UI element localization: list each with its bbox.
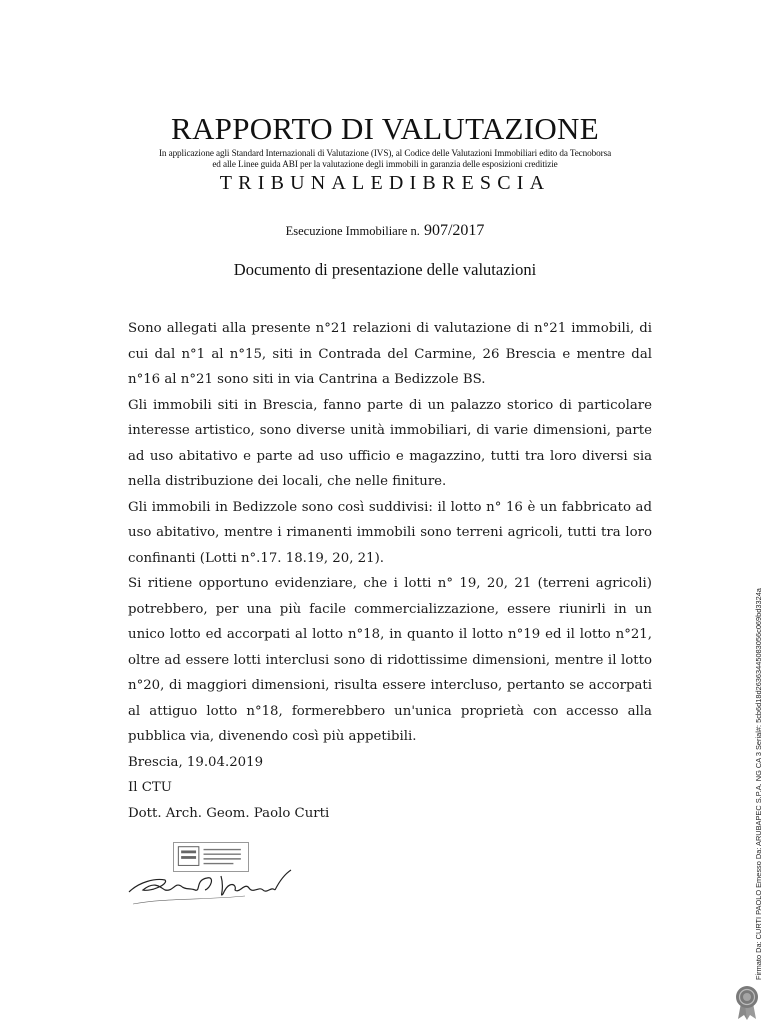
subtitle-line-2: ed alle Linee guida ABI per la valutazione degli immobili in garanzia delle esposizioni creditizie <box>212 159 558 169</box>
document-title: Documento di presentazione delle valutazioni <box>233 260 537 279</box>
body-paragraph: Gli immobili siti in Brescia, fanno parte di un palazzo storico di particolare interesse artistico, sono diverse unità immobiliari, di varie dimensioni, parte ad uso abitativo e parte ad uso ufficio e magazzino, tutti tra loro diversi sia nella distribuzione dei locali, che nelle finiture. <box>128 397 652 489</box>
report-subtitle <box>100 148 670 170</box>
handwritten-signature <box>125 860 300 910</box>
body-paragraph: Sono allegati alla presente n°21 relazioni di valutazione di n°21 immobili, di cui dal n°1 al n°15, siti in Contrada del Carmine, 26 Brescia e mentre dal n°16 al n°21 sono siti in via Cantrina a Bedizzole BS. <box>128 321 652 387</box>
execution-number: 907/2017 <box>423 222 485 239</box>
place-date: Brescia, 19.04.2019 <box>128 754 264 770</box>
document-body <box>128 316 652 826</box>
body-paragraph: Gli immobili in Bedizzole sono così suddivisi: il lotto n° 16 è un fabbricato ad uso abitativo, mentre i rimanenti immobili sono terreni agricoli, tutti tra loro confinanti (Lotti n°.17. 18.19, 20, 21). <box>128 499 652 566</box>
report-title: RAPPORTO DI VALUTAZIONE <box>171 111 599 146</box>
execution-reference <box>0 220 770 242</box>
body-paragraph: Si ritiene opportuno evidenziare, che i lotti n° 19, 20, 21 (terreni agricoli) potrebbero, per una più facile commercializzazione, essere riunirli in un unico lotto ed accorpati al lotto n°18, in quanto il lotto n°19 ed il lotto n°21, oltre ad essere lotti interclusi sono di ridottissime dimensioni, mentre il lotto n°20, di maggiori dimensioni, risulta essere intercluso, pertanto se accorpati al attiguo lotto n°18, formerebbero un'unica proprietà con accesso alla pubblica via, divenendo così più appetibili. <box>128 576 652 744</box>
execution-label: Esecuzione Immobiliare n. <box>285 224 420 238</box>
signer-role: Il CTU <box>128 780 172 795</box>
signer-name: Dott. Arch. Geom. Paolo Curti <box>128 805 330 821</box>
digital-signature-seal-icon <box>734 985 760 1021</box>
digital-signature-info: Firmato Da: CURTI PAOLO Emesso Da: ARUBAPEC S.P.A. NG CA 3 Serial#: 5cb6d18d26363445083056c069bd3324a <box>754 588 763 980</box>
court-name: TRIBUNALEDIBRESCIA <box>219 172 551 194</box>
subtitle-line-1: In applicazione agli Standard Internazionali di Valutazione (IVS), al Codice delle Valutazioni Immobiliari edito da Tecnoborsa <box>158 148 612 158</box>
